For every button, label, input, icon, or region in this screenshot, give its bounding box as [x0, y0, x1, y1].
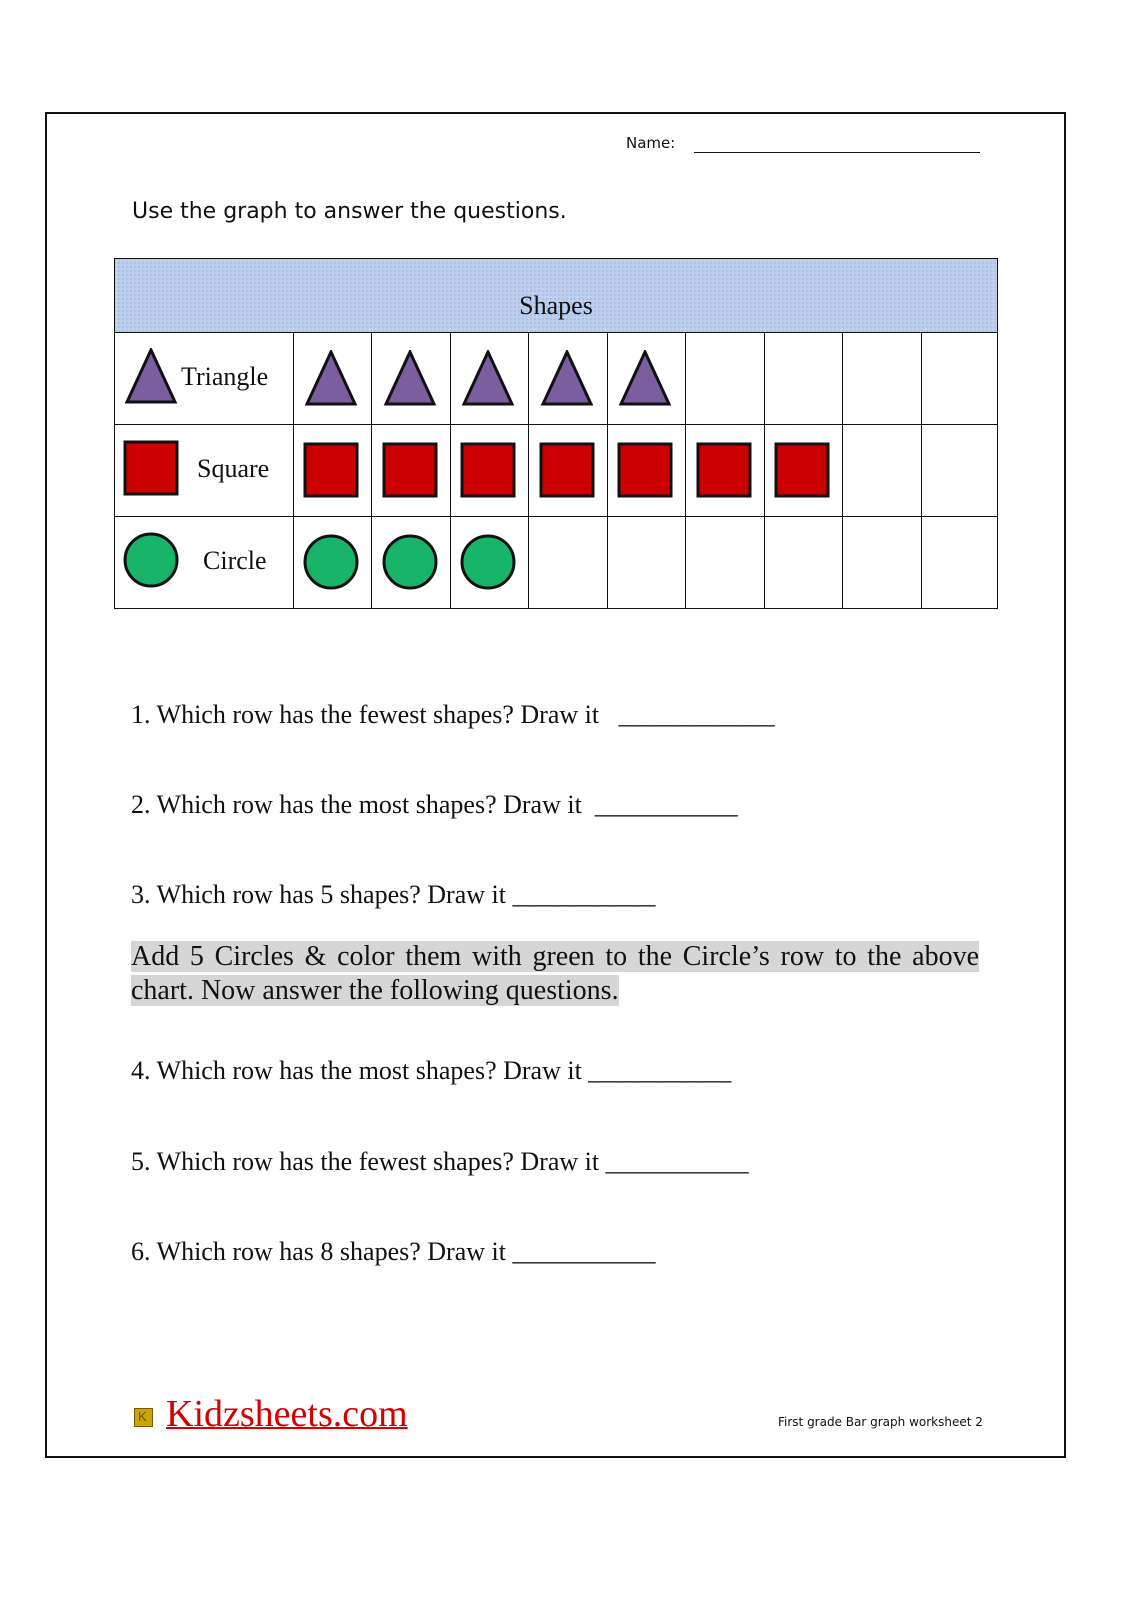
- square-icon: [460, 442, 516, 503]
- graph-cell[interactable]: [293, 516, 372, 608]
- question-4: 4. Which row has the most shapes? Draw it ___________: [131, 1056, 732, 1085]
- graph-cell[interactable]: [843, 332, 922, 424]
- graph-cell[interactable]: [607, 424, 686, 516]
- triangle-icon: [303, 350, 359, 411]
- instruction-note-text: Add 5 Circles & color them with green to the Circle’s row to the above chart. Now answer the following questions.: [131, 941, 979, 1006]
- graph-cell[interactable]: [293, 424, 372, 516]
- name-input-line[interactable]: [694, 152, 980, 153]
- square-icon: [303, 442, 359, 503]
- row-label: Circle: [203, 546, 267, 575]
- graph-cell[interactable]: [372, 516, 451, 608]
- brand-link[interactable]: Kidzsheets.com: [166, 1393, 408, 1435]
- graph-cell[interactable]: [686, 332, 765, 424]
- row-label-cell: [115, 516, 294, 608]
- graph-cell[interactable]: [529, 424, 608, 516]
- circle-icon: [303, 534, 359, 595]
- graph-cell[interactable]: [607, 516, 686, 608]
- graph-cell[interactable]: [764, 424, 843, 516]
- row-label: Triangle: [181, 362, 269, 391]
- graph-cell[interactable]: [529, 516, 608, 608]
- graph-cell[interactable]: [450, 516, 529, 608]
- graph-cell[interactable]: [764, 516, 843, 608]
- square-icon: [123, 440, 179, 501]
- graph-cell[interactable]: [764, 332, 843, 424]
- square-icon: [382, 442, 438, 503]
- triangle-icon: [539, 350, 595, 411]
- graph-cell[interactable]: [686, 424, 765, 516]
- graph-cell[interactable]: [686, 516, 765, 608]
- triangle-icon: [382, 350, 438, 411]
- graph-row-triangle: [115, 332, 997, 425]
- question-5: 5. Which row has the fewest shapes? Draw it ___________: [131, 1147, 749, 1176]
- square-icon: [774, 442, 830, 503]
- kidzsheets-logo-icon: [134, 1408, 153, 1427]
- question-2: 2. Which row has the most shapes? Draw it ___________: [131, 790, 738, 819]
- graph-cell[interactable]: [921, 516, 999, 608]
- instruction-note: [131, 940, 979, 1008]
- graph-cell[interactable]: [921, 332, 999, 424]
- graph-cell[interactable]: [450, 424, 529, 516]
- triangle-icon: [460, 350, 516, 411]
- graph-cell[interactable]: [843, 516, 922, 608]
- worksheet-title: First grade Bar graph worksheet 2: [778, 1415, 983, 1429]
- question-1: 1. Which row has the fewest shapes? Draw it ____________: [131, 700, 775, 729]
- graph-cell[interactable]: [921, 424, 999, 516]
- triangle-icon: [617, 350, 673, 411]
- graph-row-circle: [115, 516, 997, 608]
- circle-icon: [460, 534, 516, 595]
- graph-cell[interactable]: [372, 332, 451, 424]
- name-label: Name:: [626, 134, 676, 152]
- square-icon: [696, 442, 752, 503]
- graph-cell[interactable]: [529, 332, 608, 424]
- circle-icon: [382, 534, 438, 595]
- row-label-cell: [115, 424, 294, 516]
- row-label: Square: [197, 454, 270, 483]
- shapes-pictograph: [114, 258, 998, 609]
- graph-cell[interactable]: [293, 332, 372, 424]
- row-label-cell: [115, 332, 294, 424]
- graph-header: [115, 259, 997, 333]
- circle-icon: [123, 532, 179, 593]
- graph-cell[interactable]: [372, 424, 451, 516]
- question-3: 3. Which row has 5 shapes? Draw it ___________: [131, 880, 656, 909]
- question-6: 6. Which row has 8 shapes? Draw it ___________: [131, 1237, 656, 1266]
- graph-title: Shapes: [519, 291, 593, 320]
- square-icon: [617, 442, 673, 503]
- instructions: Use the graph to answer the questions.: [132, 199, 567, 224]
- graph-cell[interactable]: [607, 332, 686, 424]
- square-icon: [539, 442, 595, 503]
- graph-row-square: [115, 424, 997, 517]
- graph-cell[interactable]: [450, 332, 529, 424]
- graph-cell[interactable]: [843, 424, 922, 516]
- triangle-icon: [123, 348, 179, 409]
